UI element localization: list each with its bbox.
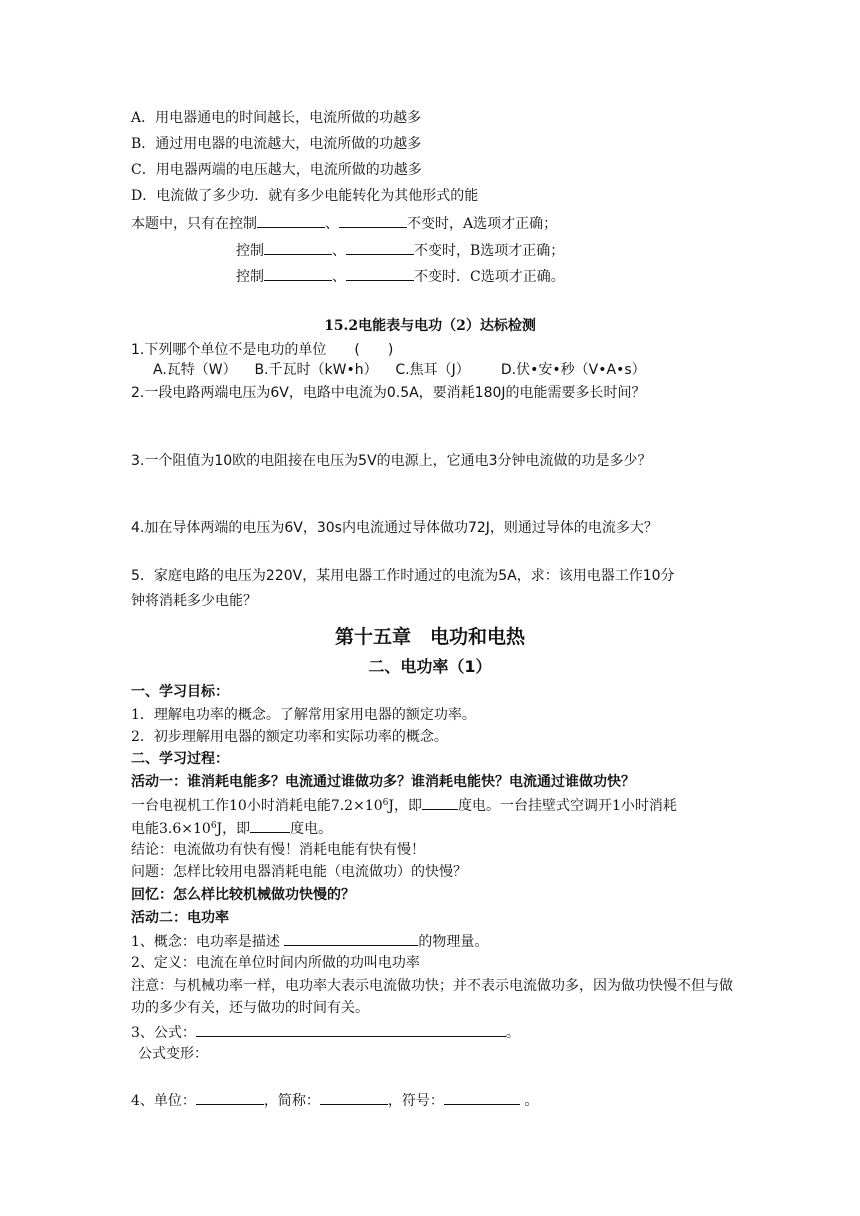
option-d: D．电流做了多少功．就有多少电能转化为其他形式的能 xyxy=(131,188,479,204)
q1-option-b: B.千瓦时（kW•h） xyxy=(254,362,378,378)
control-row-3 xyxy=(236,266,565,287)
blank[interactable] xyxy=(264,240,332,255)
control-row-2 xyxy=(236,240,564,261)
goal-item-2: 2．初步理解用电器的额定功率和实际功率的概念。 xyxy=(131,729,448,745)
control-suffix: 不变时．C选项才正确。 xyxy=(414,269,565,285)
tv-text-b: J，即 xyxy=(388,798,422,814)
tv-text-a: 一台电视机工作10小时消耗电能7.2×10 xyxy=(131,798,383,814)
control-prefix: 控制 xyxy=(236,243,264,259)
blank[interactable] xyxy=(320,1090,388,1105)
formula-end: 。 xyxy=(505,1025,520,1041)
goal-item-1: 1．理解电功率的概念。了解常用家用电器的额定功率。 xyxy=(131,707,476,723)
chapter-title: 第十五章 电功和电热 xyxy=(334,626,525,648)
separator: 、 xyxy=(332,269,346,285)
option-c: C．用电器两端的电压越大，电流所做的功越多 xyxy=(131,162,422,178)
control-suffix: 不变时，B选项才正确； xyxy=(414,243,565,259)
quiz-q4: 4.加在导体两端的电压为6V，30s内电流通过导体做功72J，则通过导体的电流多大？ xyxy=(131,520,658,536)
blank[interactable] xyxy=(196,1090,264,1105)
definition: 2、定义：电流在单位时间内所做的功叫电功率 xyxy=(131,955,420,971)
blank[interactable] xyxy=(284,931,418,946)
formula-line xyxy=(131,1022,520,1043)
quiz-q3: 3.一个阻值为10欧的电阻接在电压为5V的电源上，它通电3分钟电流做的功是多少？ xyxy=(131,453,652,469)
control-prefix: 控制 xyxy=(236,269,264,285)
blank[interactable] xyxy=(444,1090,520,1105)
blank[interactable] xyxy=(257,213,325,228)
unit-end: 。 xyxy=(524,1093,539,1109)
process-heading: 二、学习过程： xyxy=(131,751,229,767)
question: 问题：怎样比较用电器消耗电能（电流做功）的快慢？ xyxy=(131,864,467,880)
q1-option-a: A.瓦特（W） xyxy=(153,362,237,378)
formula-label: 3、公式： xyxy=(131,1025,196,1041)
conclusion: 结论：电流做功有快有慢！消耗电能有快有慢！ xyxy=(131,842,425,858)
goals-heading: 一、学习目标： xyxy=(131,684,229,700)
recall: 回忆：怎么样比较机械做功快慢的？ xyxy=(131,887,355,903)
ac-text-a: 电能3.6×10 xyxy=(131,821,211,837)
blank[interactable] xyxy=(346,240,414,255)
tv-text-c: 度电。一台挂壁式空调开1小时消耗 xyxy=(457,798,677,814)
quiz-q1: 1.下列哪个单位不是电功的单位 ( ) xyxy=(131,342,394,358)
blank[interactable] xyxy=(346,266,414,281)
option-a: A．用电器通电的时间越长，电流所做的功越多 xyxy=(131,110,422,126)
ac-line xyxy=(131,818,332,839)
activity-1: 活动一：谁消耗电能多？电流通过谁做功多？谁消耗电能快？电流通过谁做功快？ xyxy=(131,774,635,790)
ac-text-b: J，即 xyxy=(216,821,251,837)
q1-option-c: C.焦耳（J） xyxy=(395,362,470,378)
quiz-q5-line2: 钟将消耗多少电能？ xyxy=(131,593,257,609)
blank[interactable] xyxy=(422,795,458,810)
control-row-1 xyxy=(131,213,557,234)
tv-exponent: 6 xyxy=(382,798,389,808)
separator: 、 xyxy=(325,216,339,232)
formula-blank[interactable] xyxy=(196,1022,506,1037)
concept-text-a: 1、概念：电功率是描述 xyxy=(131,934,280,950)
quiz-title: 15.2电能表与电功（2）达标检测 xyxy=(324,318,536,334)
q1-option-d: D.伏•安•秒（V•A•s） xyxy=(500,362,646,378)
control-suffix: 不变时，A选项才正确； xyxy=(407,216,558,232)
concept-line xyxy=(131,931,488,952)
unit-label: 4、单位： xyxy=(131,1093,196,1109)
activity-2: 活动二：电功率 xyxy=(131,910,229,926)
separator: 、 xyxy=(332,243,346,259)
option-b: B．通过用电器的电流越大，电流所做的功越多 xyxy=(131,136,422,152)
quiz-q5-line1: 5．家庭电路的电压为220V，某用电器工作时通过的电流为5A，求：该用电器工作10分 xyxy=(131,568,675,584)
unit-line xyxy=(131,1090,538,1111)
quiz-q1-options xyxy=(153,360,646,380)
abbrev-label: ，简称： xyxy=(263,1093,320,1109)
blank[interactable] xyxy=(264,266,332,281)
ac-text-c: 度电。 xyxy=(290,821,333,837)
formula-transform: 公式变形： xyxy=(138,1046,208,1062)
blank[interactable] xyxy=(250,818,290,833)
note: 注意：与机械功率一样，电功率大表示电流做功快；并不表示电流做功多，因为做功快慢不但与做功的多少有关，还与做功的时间有关。 xyxy=(131,978,733,1016)
concept-text-b: 的物理量。 xyxy=(418,934,489,950)
section-title: 二、电功率（1） xyxy=(368,657,492,676)
blank[interactable] xyxy=(339,213,407,228)
symbol-label: ，符号： xyxy=(387,1093,444,1109)
tv-line xyxy=(131,795,677,816)
control-prefix: 本题中，只有在控制 xyxy=(131,216,257,232)
ac-exponent: 6 xyxy=(210,821,217,831)
quiz-q2: 2.一段电路两端电压为6V，电路中电流为0.5A，要消耗180J的电能需要多长时间？ xyxy=(131,385,646,401)
